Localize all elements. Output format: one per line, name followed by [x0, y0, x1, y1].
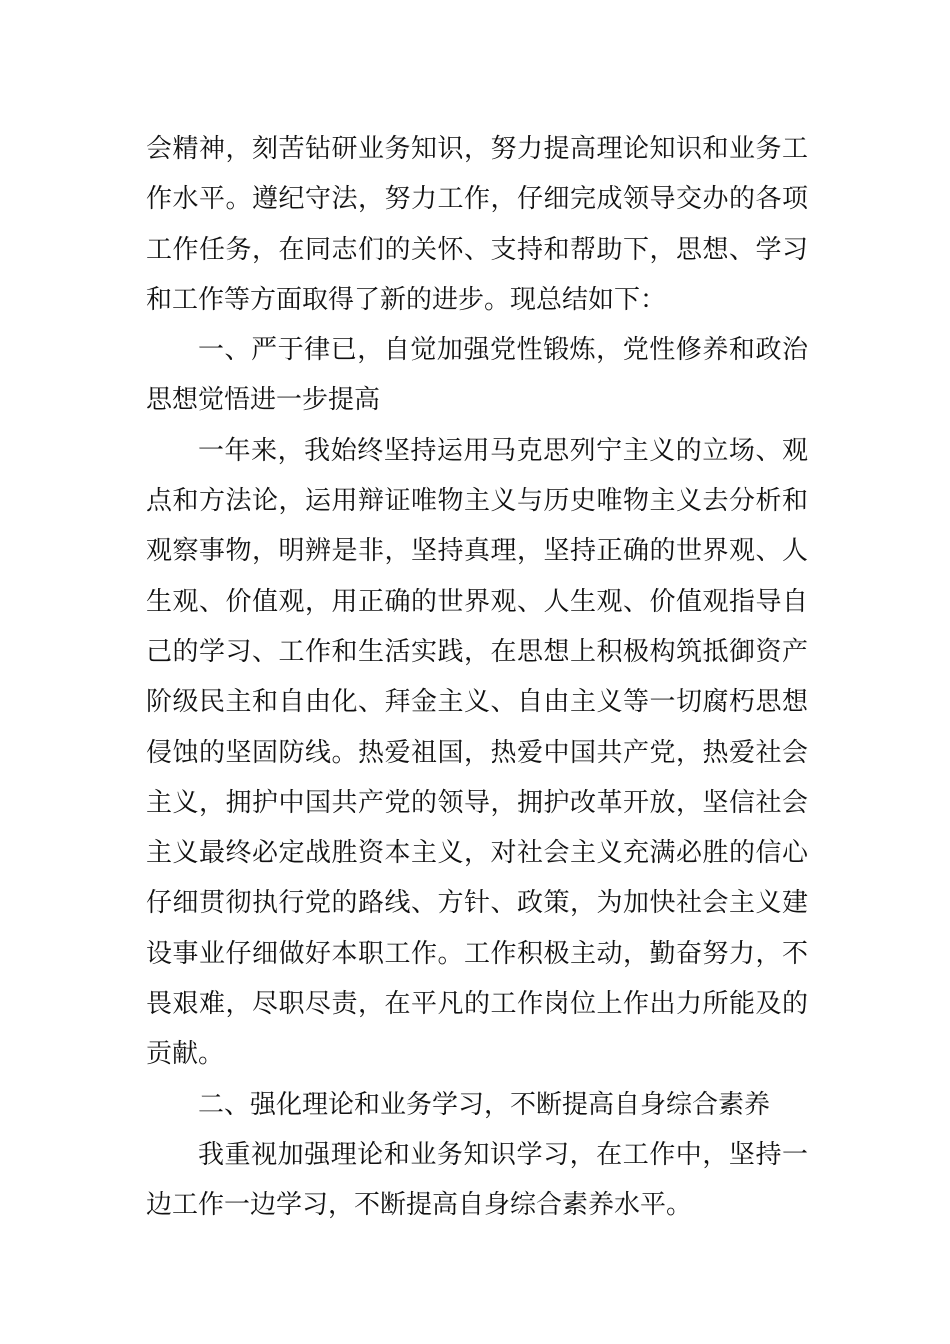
- text-line: 设事业仔细做好本职工作。工作积极主动，勤奋努力，不: [146, 938, 808, 969]
- text-line: 我重视加强理论和业务知识学习，在工作中，坚持一: [198, 1139, 808, 1170]
- text-line: 和工作等方面取得了新的进步。现总结如下：: [146, 284, 667, 315]
- text-line: 主义最终必定战胜资本主义，对社会主义充满必胜的信心: [146, 838, 808, 869]
- text-line: 己的学习、工作和生活实践，在思想上积极构筑抵御资产: [146, 636, 808, 667]
- section-heading-line: 一、严于律已，自觉加强党性锻炼，党性修养和政治: [198, 335, 808, 366]
- section-heading-line: 思想觉悟进一步提高: [146, 385, 381, 416]
- text-line: 畏艰难，尽职尽责，在平凡的工作岗位上作出力所能及的: [146, 989, 808, 1020]
- text-line: 生观、价值观，用正确的世界观、人生观、价值观指导自: [146, 586, 808, 617]
- text-line: 作水平。遵纪守法，努力工作，仔细完成领导交办的各项: [146, 184, 808, 215]
- text-line: 工作任务，在同志们的关怀、支持和帮助下，思想、学习: [146, 234, 808, 265]
- text-line: 一年来，我始终坚持运用马克思列宁主义的立场、观: [198, 435, 808, 466]
- text-line: 边工作一边学习，不断提高自身综合素养水平。: [146, 1190, 693, 1221]
- document-body: [146, 124, 808, 1231]
- text-line: 阶级民主和自由化、拜金主义、自由主义等一切腐朽思想: [146, 687, 808, 718]
- text-line: 会精神，刻苦钻研业务知识，努力提高理论知识和业务工: [146, 134, 808, 164]
- text-line: 点和方法论，运用辩证唯物主义与历史唯物主义去分析和: [146, 486, 808, 517]
- text-line: 贡献。: [146, 1039, 225, 1070]
- section-heading-line: 二、强化理论和业务学习，不断提高自身综合素养: [198, 1089, 771, 1120]
- text-line: 主义，拥护中国共产党的领导，拥护改革开放，坚信社会: [146, 787, 808, 818]
- text-line: 观察事物，明辨是非，坚持真理，坚持正确的世界观、人: [146, 536, 808, 567]
- text-line: 仔细贯彻执行党的路线、方针、政策，为加快社会主义建: [146, 888, 808, 919]
- text-line: 侵蚀的坚固防线。热爱祖国，热爱中国共产党，热爱社会: [146, 737, 808, 768]
